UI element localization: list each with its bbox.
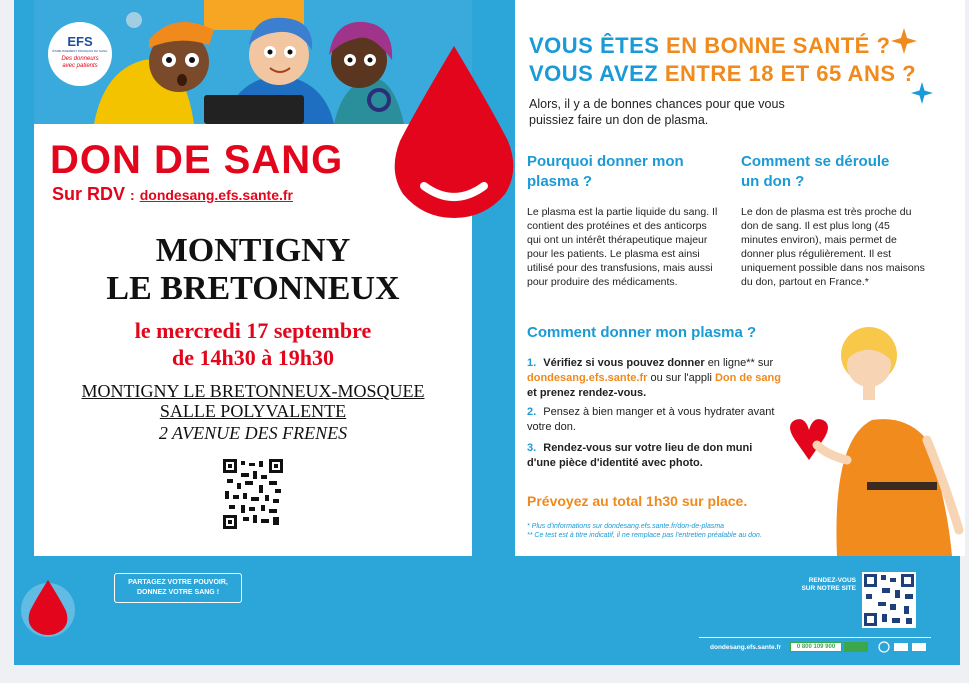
right-panel (515, 0, 965, 556)
footnote-2: ** Ce test est à titre indicatif, il ne remplace pas l'entretien préalable au don. (527, 532, 762, 539)
step-1-app-name: Don de sang (714, 372, 781, 384)
step-1-on: sur (757, 357, 774, 369)
intro-text: Alors, il y a de bonnes chances pour que vous puissiez faire un don de plasma. (529, 97, 785, 127)
rdv-site-line-2: SUR NOTRE SITE (801, 585, 856, 592)
city-line-1: MONTIGNY (155, 232, 351, 269)
rdv-line (52, 184, 293, 205)
rdv-site-line-1: RENDEZ-VOUS (808, 577, 856, 584)
free-call-badge (844, 642, 868, 652)
step-3-text: Rendez-vous sur votre lieu de don muni d'une pièce d'identité avec photo. (527, 442, 753, 469)
footer-divider (699, 637, 931, 638)
time-line: de 14h30 à 19h30 (172, 345, 334, 370)
footnote-1: * Plus d'informations sur dondesang.efs.sante.fr/don-de-plasma (527, 523, 725, 530)
step-2-number: 2. (527, 406, 537, 418)
step-1-tail: et prenez rendez-vous. (527, 387, 647, 399)
place-name: MONTIGNY LE BRETONNEUX-MOSQUEE (81, 381, 425, 401)
qr-code-icon (223, 459, 283, 529)
share-banner (114, 573, 242, 603)
how-text: Le don de plasma est très proche du don de sang. Il est plus long (45 minutes environ), mais permet de donner plus régulièrement. Il est uniquement possible dans nos maisons du don, partout en France.* (741, 206, 925, 288)
sparkle-icon (891, 28, 917, 54)
small-blood-drop-icon (20, 575, 76, 637)
share-line-2: DONNEZ VOTRE SANG ! (136, 589, 220, 596)
step-1-lead: Vérifiez si vous pouvez donner (543, 357, 705, 369)
partner-logos-icon (878, 641, 930, 653)
rdv-link[interactable]: dondesang.efs.sante.fr (139, 187, 293, 203)
poster-frame (14, 0, 960, 665)
rdv-separator: : (130, 187, 135, 203)
woman-illustration (777, 320, 965, 556)
step-3-number: 3. (527, 442, 537, 454)
how-title: Comment se déroule un don ? (741, 153, 890, 190)
don-de-sang-title: DON DE SANG (50, 138, 344, 182)
share-line-1: PARTAGEZ VOTRE POUVOIR, (128, 579, 228, 586)
footer-url[interactable]: dondesang.efs.sante.fr (710, 644, 782, 651)
step-1-online: en ligne** (707, 357, 755, 369)
step-1-site-link[interactable]: dondesang.efs.sante.fr (527, 372, 648, 384)
why-title: Pourquoi donner mon plasma ? (527, 153, 684, 190)
step-2 (527, 405, 782, 435)
step-3 (527, 441, 782, 471)
address-line: 2 AVENUE DES FRENES (158, 423, 348, 443)
sparkle-icon (911, 82, 933, 104)
rdv-site-label (800, 577, 856, 593)
efs-logo-tagline: Des donneurs avec patients (61, 56, 99, 69)
total-time: Prévoyez au total 1h30 sur place. (527, 493, 748, 509)
date-line: le mercredi 17 septembre (134, 318, 372, 343)
efs-logo-subtitle: ÉTABLISSEMENT FRANÇAIS DU SANG (52, 49, 108, 53)
step-2-text: Pensez à bien manger et à vous hydrater avant votre don. (527, 406, 775, 433)
q2-part-a: VOUS AVEZ (529, 61, 659, 86)
step-1-number: 1. (527, 357, 537, 369)
eligibility-question (529, 32, 916, 88)
q1-part-a: VOUS ÊTES (529, 33, 660, 58)
phone-number[interactable]: 0 800 109 900 (790, 642, 842, 652)
qr-code-icon (862, 572, 916, 628)
event-qr-code[interactable] (223, 459, 283, 529)
site-qr-code[interactable] (862, 572, 916, 628)
place-line-1 (34, 381, 472, 401)
step-1 (527, 356, 782, 401)
place-line-2 (34, 401, 472, 421)
rdv-label: Sur RDV (52, 184, 126, 204)
q2-part-b: ENTRE 18 ET 65 ANS ? (664, 61, 917, 86)
steps-title: Comment donner mon plasma ? (527, 324, 757, 341)
why-text: Le plasma est la partie liquide du sang. Il contient des protéines et des anticorps qui ont un intérêt thérapeutique majeur pour les patients. Le plasma est ainsi utilisé pour des transfusions, mais aussi pour produire des médicaments. (527, 206, 718, 288)
blood-drop-icon (390, 46, 518, 218)
q1-part-b: EN BONNE SANTÉ ? (666, 33, 891, 58)
efs-logo (48, 22, 112, 86)
place-room: SALLE POLYVALENTE (159, 401, 347, 421)
step-1-or-app: ou sur l'appli (650, 372, 712, 384)
city-line-2: LE BRETONNEUX (106, 270, 400, 307)
efs-logo-name: EFS (67, 34, 93, 49)
